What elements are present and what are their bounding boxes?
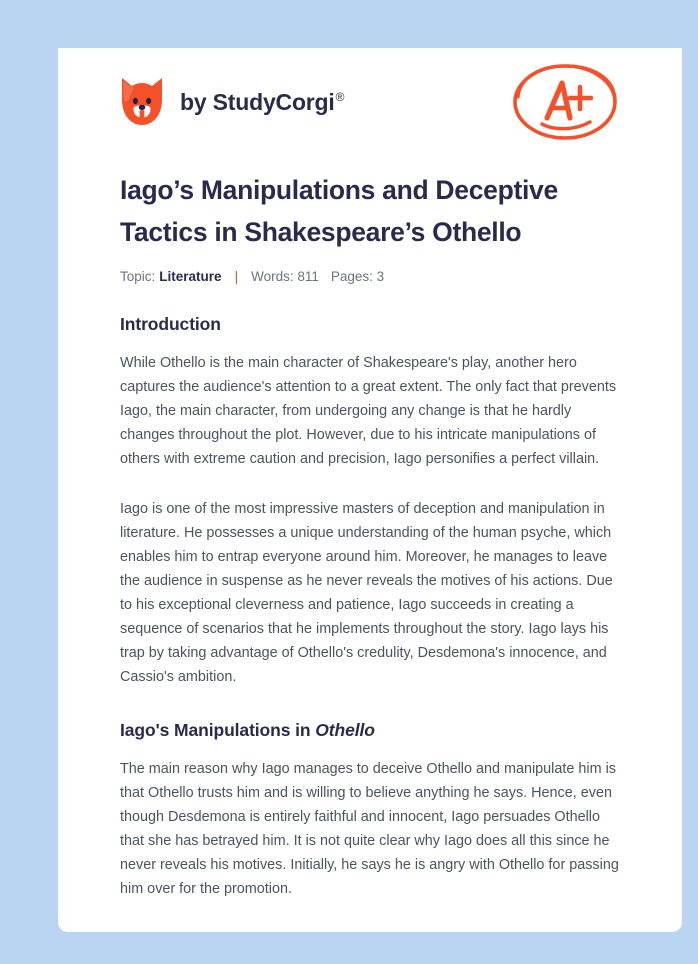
brand-name [180, 88, 345, 115]
topic-label: Topic: [120, 268, 156, 284]
word-count: Words: 811 [251, 268, 319, 284]
brand-lockup[interactable] [120, 76, 344, 128]
page-header [120, 48, 620, 156]
paragraph: While Othello is the main character of Shakespeare's play, another hero captures the audience's attention to a great extent. The only fact that prevents Iago, the main character, from undergoing any change is that he hardly changes throughout the plot. However, due to his intricate manipulations of others with extreme caution and precision, Iago personifies a perfect villain. [120, 355, 617, 468]
a-plus-grade-badge-icon [510, 61, 620, 143]
paragraph: Iago is one of the most impressive masters of deception and manipulation in literature. He possesses a unique understanding of the human psyche, which enables him to entrap everyone around him. Moreover, he manages to leave the audience in suspense as he never reveals the motives of his actions. Due to his exceptional cleverness and patience, Iago succeeds in creating a sequence of scenarios that he implements throughout the story. Iago lays his trap by taking advantage of Othello's credulity, Desdemona's innocence, and Cassio's ambition. [120, 501, 613, 686]
brand-title: StudyCorgi [212, 88, 335, 115]
page-title: Iago’s Manipulations and Deceptive Tactics in Shakespeare’s Othello [120, 175, 558, 247]
section-heading-introduction [120, 314, 620, 335]
registered-trademark-icon: ® [335, 89, 345, 104]
section-heading-text: Iago's Manipulations in [120, 720, 316, 741]
section-heading-iagos-manipulations [120, 720, 620, 741]
document-meta [120, 270, 620, 284]
page-count: Pages: 3 [330, 268, 385, 284]
meta-separator: | [234, 268, 239, 284]
topic-value[interactable]: Literature [159, 268, 222, 284]
section-heading-italic-title: Othello [315, 720, 375, 741]
corgi-face-logo-icon [120, 76, 164, 128]
document-page [58, 48, 682, 932]
section-heading-text: Introduction [120, 314, 221, 335]
brand-prefix: by [180, 88, 213, 115]
paragraph: The main reason why Iago manages to deceive Othello and manipulate him is that Othello trusts him and is willing to believe anything he says. Hence, even though Desdemona is entirely faithful and innocent, Iago persuades Othello that she has betrayed him. It is not quite clear why Iago does all this since he never reveals his motives. Initially, he says he is angry with Othello for passing him over for the promotion. [120, 761, 619, 898]
